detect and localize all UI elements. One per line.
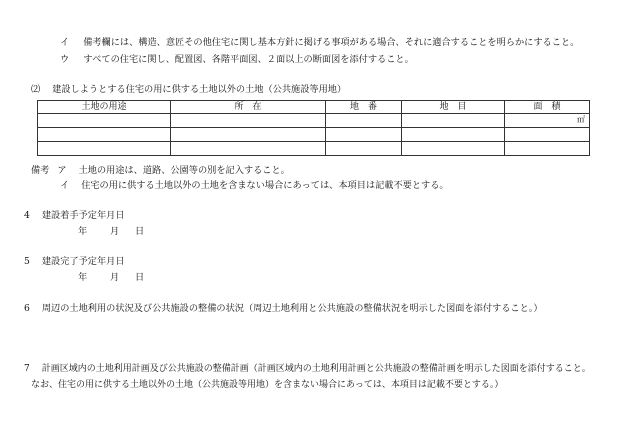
note-u-mark: ウ xyxy=(60,54,70,65)
note-i-mark: イ xyxy=(60,37,70,48)
cell-land-use[interactable] xyxy=(38,142,171,156)
section2-heading xyxy=(31,85,346,94)
section5-heading xyxy=(24,257,125,266)
remark-i-mark: イ xyxy=(60,180,70,191)
cell-location[interactable] xyxy=(171,128,326,142)
section4-month: 月 xyxy=(110,226,120,237)
cell-land-category[interactable] xyxy=(402,142,505,156)
note-u xyxy=(60,55,414,64)
cell-area[interactable] xyxy=(505,114,590,128)
section6-heading xyxy=(24,304,543,313)
cell-land-category[interactable] xyxy=(402,114,505,128)
remarks-label: 備考 xyxy=(31,165,50,176)
section5-month: 月 xyxy=(110,272,120,283)
land-table-header-row xyxy=(38,101,590,114)
section6-number: 6 xyxy=(24,303,30,314)
table-row xyxy=(38,114,590,128)
header-location: 所 在 xyxy=(171,101,326,114)
note-u-text: すべての住宅に関し、配置図、各階平面図、２面以上の断面図を添付すること。 xyxy=(83,54,414,65)
section4-number: 4 xyxy=(24,210,30,221)
cell-location[interactable] xyxy=(171,142,326,156)
cell-lot-number[interactable] xyxy=(326,114,402,128)
cell-land-use[interactable] xyxy=(38,128,171,142)
header-land-category: 地 目 xyxy=(402,101,505,114)
section7-heading xyxy=(24,365,591,374)
cell-lot-number[interactable] xyxy=(326,128,402,142)
cell-land-category[interactable] xyxy=(402,128,505,142)
section4-title: 建設着手予定年月日 xyxy=(41,210,125,221)
section7-number: 7 xyxy=(24,364,30,374)
section5-number: 5 xyxy=(24,256,30,267)
section2-number: ⑵ xyxy=(31,84,41,95)
area-unit: ㎡ xyxy=(577,115,585,124)
header-lot-number: 地 番 xyxy=(326,101,402,114)
section7-title: 計画区域内の土地利用計画及び公共施設の整備計画（計画区域内の土地利用計画と公共施設の整備計画を明示した図面を添付すること。 xyxy=(41,364,591,374)
section5-year: 年 xyxy=(78,272,88,283)
remark-i xyxy=(60,181,449,190)
remark-i-text: 住宅の用に供する土地以外の土地を含まない場合にあっては、本項目は記載不要とする。 xyxy=(81,180,449,191)
section6-title: 周辺の土地利用の状況及び公共施設の整備の状況（周辺土地利用と公共施設の整備状況を明示した図面を添付すること。） xyxy=(41,303,543,314)
section5-day: 日 xyxy=(135,272,145,283)
table-row xyxy=(38,142,590,156)
table-row xyxy=(38,128,590,142)
header-land-use: 土地の用途 xyxy=(38,101,171,114)
cell-lot-number[interactable] xyxy=(326,142,402,156)
remark-a-mark: ア xyxy=(57,165,67,176)
land-table xyxy=(37,100,590,156)
cell-location[interactable] xyxy=(171,114,326,128)
remark-a xyxy=(31,166,290,175)
cell-area[interactable] xyxy=(505,128,590,142)
remark-a-text: 土地の用途は、道路、公園等の別を記入すること。 xyxy=(78,165,290,176)
section4-year: 年 xyxy=(78,226,88,237)
note-i-text: 備考欄には、構造、意匠その他住宅に関し基本方針に掲げる事項がある場合、それに適合することを明らかにすること。 xyxy=(83,37,580,48)
cell-area[interactable] xyxy=(505,142,590,156)
cell-land-use[interactable] xyxy=(38,114,171,128)
section5-title: 建設完了予定年月日 xyxy=(41,256,125,267)
section7-note: なお、住宅の用に供する土地以外の土地（公共施設等用地）を含まない場合にあっては、本項目は記載不要とする。） xyxy=(31,380,504,390)
header-area: 面 積 xyxy=(505,101,590,114)
note-i xyxy=(60,38,579,47)
section4-day: 日 xyxy=(135,226,145,237)
section4-heading xyxy=(24,211,125,220)
section2-title: 建設しようとする住宅の用に供する土地以外の土地（公共施設等用地） xyxy=(52,84,347,95)
